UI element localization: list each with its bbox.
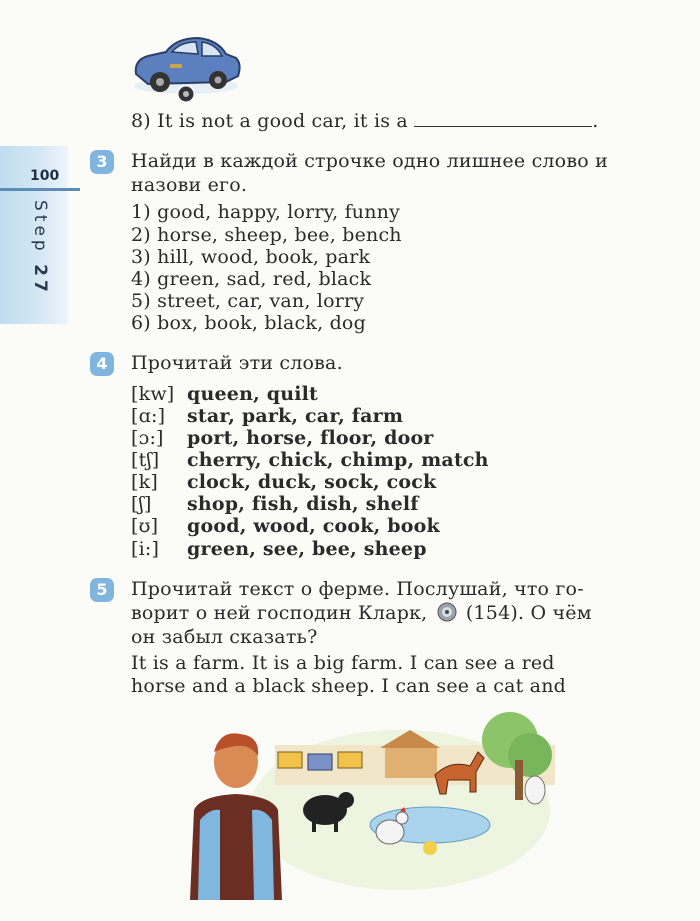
phonics-row bbox=[131, 493, 419, 515]
phonics-words: clock, duck, sock, cock bbox=[187, 471, 437, 493]
phonics-row bbox=[131, 383, 318, 405]
exercise-5-instruction-3: он забыл сказать? bbox=[131, 626, 318, 648]
phonics-row bbox=[131, 515, 440, 537]
exercise-5-instruction-2 bbox=[131, 602, 592, 624]
ipa-symbol: [tʃ] bbox=[131, 449, 160, 471]
phonics-words: good, wood, cook, book bbox=[187, 515, 440, 537]
ipa-symbol: [ɔ:] bbox=[131, 427, 164, 449]
farm-illustration bbox=[180, 700, 580, 900]
phonics-words: cherry, chick, chimp, match bbox=[187, 449, 489, 471]
ipa-symbol: [k] bbox=[131, 471, 158, 493]
step-label bbox=[26, 200, 50, 296]
ipa-symbol: [ʃ] bbox=[131, 493, 152, 515]
item-8-text: 8) It is not a good car, it is a bbox=[131, 110, 408, 132]
item-8-end: . bbox=[592, 110, 599, 132]
phonics-row bbox=[131, 449, 489, 471]
farm-text-line: It is a farm. It is a big farm. I can see a red bbox=[131, 652, 555, 674]
ipa-symbol: [ɑ:] bbox=[131, 405, 166, 427]
exercise-3-row: 1) good, happy, lorry, funny bbox=[131, 201, 401, 223]
exercise-3-instruction-2: назови его. bbox=[131, 174, 248, 196]
step-label-text: Step bbox=[30, 200, 50, 255]
ipa-symbol: [ʊ] bbox=[131, 515, 159, 537]
instruction-text: О чём bbox=[530, 602, 592, 624]
phonics-row bbox=[131, 405, 403, 427]
item-8 bbox=[131, 110, 598, 132]
track-number: (154). bbox=[465, 602, 525, 624]
instruction-text: ворит о ней господин Кларк, bbox=[131, 602, 428, 624]
phonics-words: green, see, bee, sheep bbox=[187, 538, 427, 560]
page-number-rule bbox=[0, 188, 80, 191]
exercise-3-row: 4) green, sad, red, black bbox=[131, 268, 372, 290]
exercise-3-row: 3) hill, wood, book, park bbox=[131, 246, 371, 268]
page-number: 100 bbox=[30, 168, 60, 184]
phonics-row bbox=[131, 471, 436, 493]
phonics-words: shop, fish, dish, shelf bbox=[187, 493, 419, 515]
exercise-5-instruction-1: Прочитай текст о ферме. Послушай, что го- bbox=[131, 578, 584, 600]
car-illustration bbox=[126, 24, 246, 104]
phonics-words: queen, quilt bbox=[187, 383, 319, 405]
phonics-row bbox=[131, 538, 427, 560]
exercise-3-badge: 3 bbox=[90, 150, 114, 174]
exercise-5-badge: 5 bbox=[90, 578, 114, 602]
exercise-3-row: 2) horse, sheep, bee, bench bbox=[131, 224, 402, 246]
step-number: 27 bbox=[30, 264, 50, 296]
exercise-4-badge: 4 bbox=[90, 352, 114, 376]
phonics-words: star, park, car, farm bbox=[187, 405, 404, 427]
exercise-4-instruction: Прочитай эти слова. bbox=[131, 352, 343, 374]
ipa-symbol: [kw] bbox=[131, 383, 175, 405]
exercise-3-instruction-1: Найди в каждой строчке одно лишнее слово и bbox=[131, 150, 608, 172]
exercise-3-row: 5) street, car, van, lorry bbox=[131, 290, 365, 312]
farm-text-line: horse and a black sheep. I can see a cat and bbox=[131, 675, 567, 697]
exercise-3-row: 6) box, book, black, dog bbox=[131, 312, 366, 334]
ipa-symbol: [i:] bbox=[131, 538, 160, 560]
answer-blank bbox=[414, 112, 592, 127]
audio-disc-icon[interactable] bbox=[437, 602, 457, 622]
phonics-words: port, horse, floor, door bbox=[187, 427, 434, 449]
phonics-row bbox=[131, 427, 434, 449]
